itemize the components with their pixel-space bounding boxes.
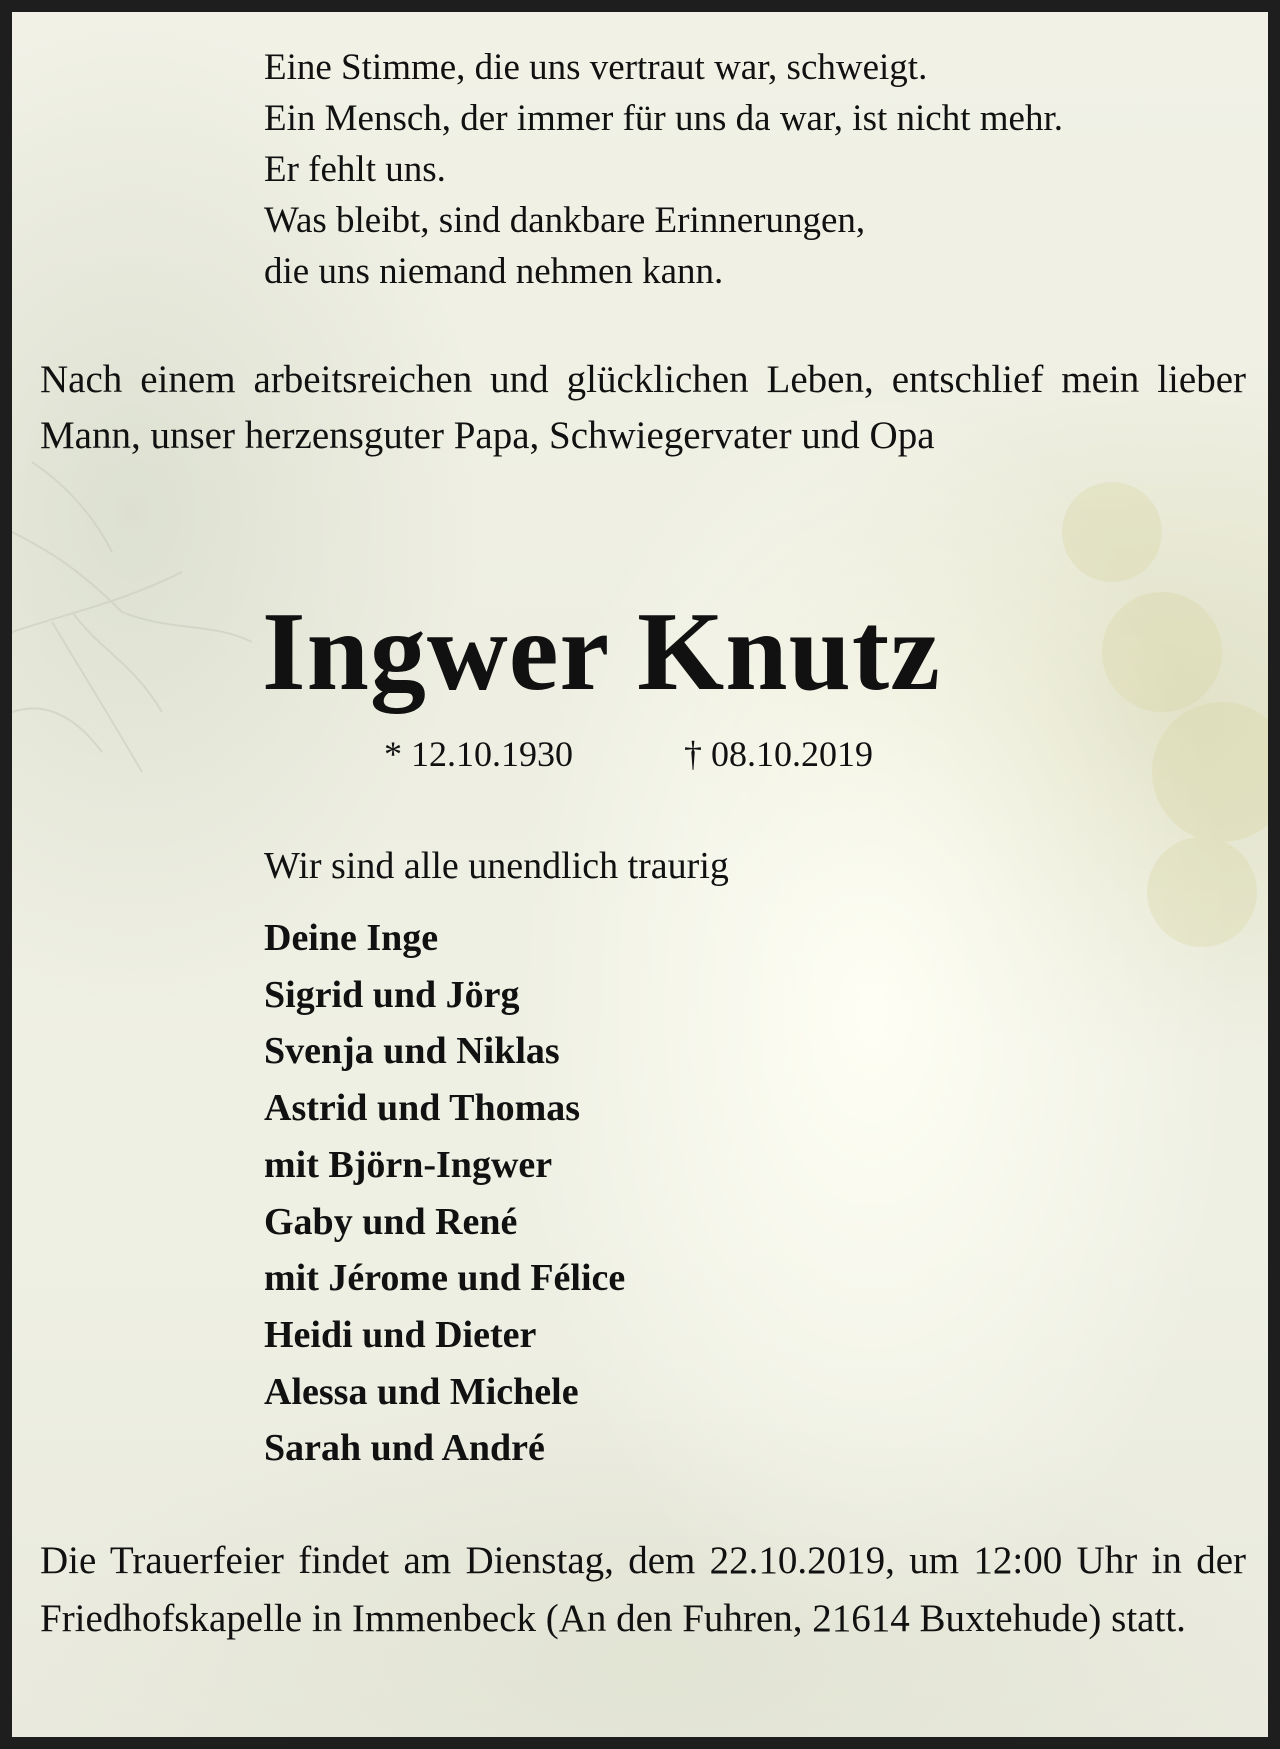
poem-line: Was bleibt, sind dankbare Erinnerungen, xyxy=(264,200,866,241)
family-member: Sarah und André xyxy=(264,1427,545,1470)
deceased-name: Ingwer Knutz xyxy=(262,590,941,714)
poem-line: Eine Stimme, die uns vertraut war, schweigt. xyxy=(264,47,928,88)
poem-line: Er fehlt uns. xyxy=(264,149,446,190)
family-member: Sigrid und Jörg xyxy=(264,973,520,1016)
family-member: Gaby und René xyxy=(264,1200,518,1243)
poem-line: Ein Mensch, der immer für uns da war, ist nicht mehr. xyxy=(264,98,1063,139)
family-member: Astrid und Thomas xyxy=(264,1087,581,1130)
mourning-line: Wir sind alle unendlich traurig xyxy=(264,845,729,887)
family-member: Svenja und Niklas xyxy=(264,1030,560,1073)
family-member: mit Jérome und Félice xyxy=(264,1257,626,1300)
birth-date: * 12.10.1930 xyxy=(384,734,573,774)
family-list xyxy=(264,910,625,1477)
funeral-service-info: Die Trauerfeier findet am Dienstag, dem 22.10.2019, um 12:00 Uhr in der Friedhofskapelle in Immenbeck (An den Fuhren, 21614 Buxtehude) statt. xyxy=(40,1539,1246,1640)
family-member: mit Björn-Ingwer xyxy=(264,1143,553,1186)
family-member: Deine Inge xyxy=(264,917,439,959)
death-date: † 08.10.2019 xyxy=(684,734,873,774)
intro-text: Nach einem arbeitsreichen und glücklichen Leben, entschlief mein lieber Mann, unser herzensguter Papa, Schwiegervater und Opa xyxy=(40,358,1246,457)
family-member: Heidi und Dieter xyxy=(264,1313,537,1356)
family-member: Alessa und Michele xyxy=(264,1370,579,1413)
memorial-poem xyxy=(264,42,1063,297)
poem-line: die uns niemand nehmen kann. xyxy=(264,251,724,292)
